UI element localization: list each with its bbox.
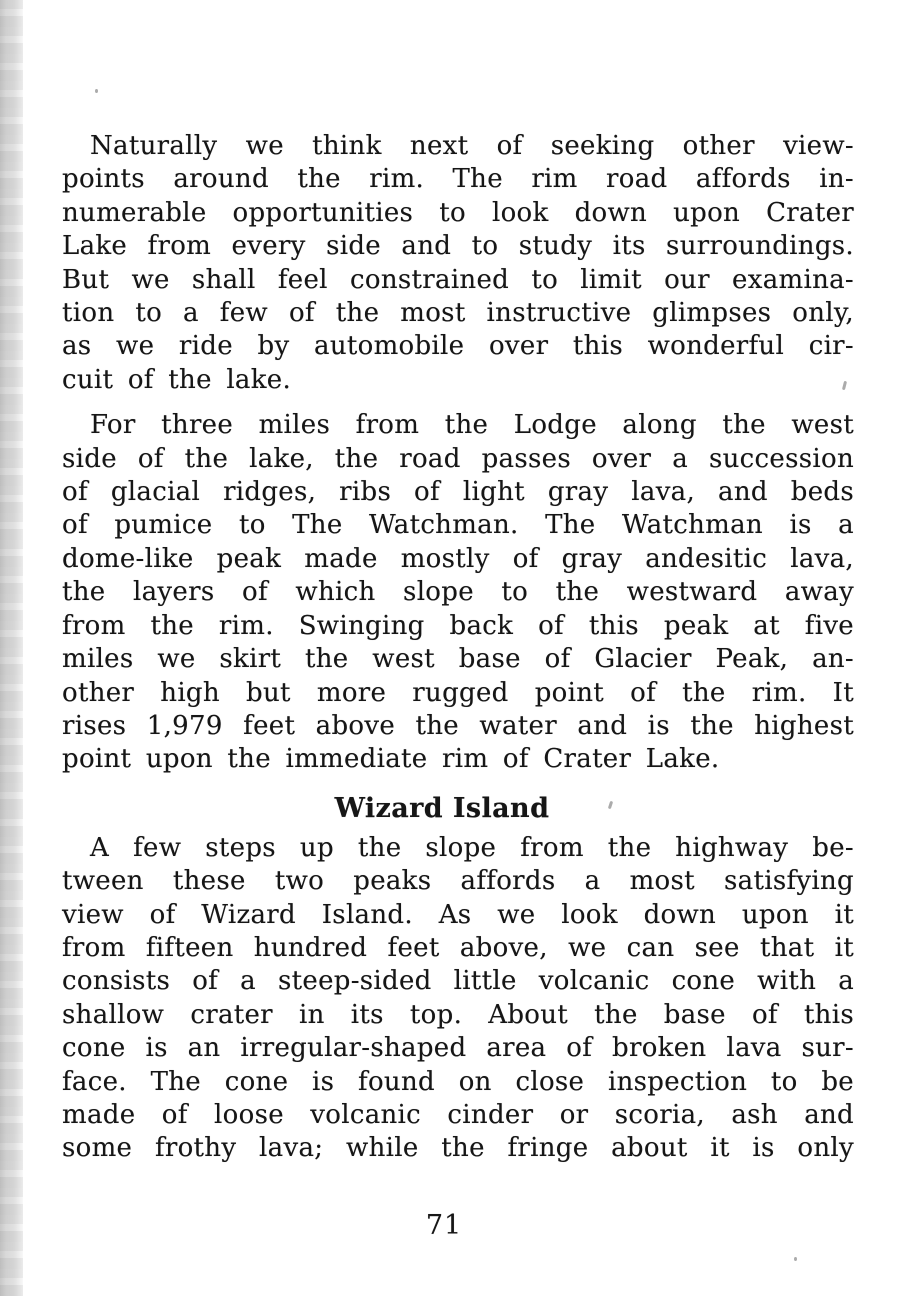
text-line: cuit of the lake. — [62, 364, 292, 395]
text-line: points around the rim. The rim road affords in- — [62, 164, 854, 195]
text-line: rises 1,979 feet above the water and is the highest — [62, 710, 854, 741]
section-heading: Wizard Island — [334, 792, 550, 824]
text-line: shallow crater in its top. About the base of this — [62, 999, 854, 1030]
text-line: dome-like peak made mostly of gray andesitic lava, — [62, 543, 854, 574]
text-line: from fifteen hundred feet above, we can see that it — [62, 932, 854, 963]
page-content — [62, 130, 854, 1242]
text-line: But we shall feel constrained to limit our examina- — [62, 264, 854, 295]
paragraph — [62, 409, 854, 776]
page-number: 71 — [425, 1209, 463, 1241]
text-line: from the rim. Swinging back of this peak at five — [62, 610, 854, 641]
text-line: consists of a steep-sided little volcanic cone with a — [62, 966, 854, 997]
text-line: side of the lake, the road passes over a succession — [62, 443, 854, 474]
text-line: cone is an irregular-shaped area of broken lava sur- — [62, 1033, 854, 1064]
paragraph — [62, 832, 854, 1166]
text-line: tion to a few of the most instructive glimpses only, — [62, 298, 854, 329]
text-line: the layers of which slope to the westward away — [62, 577, 854, 608]
text-line: miles we skirt the west base of Glacier Peak, an- — [62, 644, 854, 675]
text-line: some frothy lava; while the fringe about it is only — [62, 1133, 854, 1164]
scan-speck — [794, 1257, 797, 1261]
text-line: other high but more rugged point of the rim. It — [62, 677, 854, 708]
scan-speck — [95, 89, 98, 93]
text-line: as we ride by automobile over this wonderful cir- — [62, 331, 854, 362]
text-line: point upon the immediate rim of Crater Lake. — [62, 744, 720, 775]
text-line: view of Wizard Island. As we look down upon it — [62, 899, 854, 930]
text-line: of glacial ridges, ribs of light gray lava, and beds — [62, 477, 854, 508]
text-line: For three miles from the Lodge along the west — [90, 410, 854, 441]
scan-edge-shadow — [0, 0, 23, 1296]
text-line: Lake from every side and to study its surroundings. — [62, 231, 854, 262]
paragraph — [62, 130, 854, 397]
text-line: Naturally we think next of seeking other view- — [90, 131, 854, 161]
text-line: tween these two peaks affords a most satisfying — [62, 866, 854, 897]
text-line: face. The cone is found on close inspection to be — [62, 1066, 854, 1097]
text-line: numerable opportunities to look down upon Crater — [62, 197, 854, 228]
text-line: of pumice to The Watchman. The Watchman is a — [62, 510, 854, 541]
text-line: made of loose volcanic cinder or scoria, ash and — [62, 1099, 854, 1130]
text-line: A few steps up the slope from the highway be- — [90, 832, 854, 863]
